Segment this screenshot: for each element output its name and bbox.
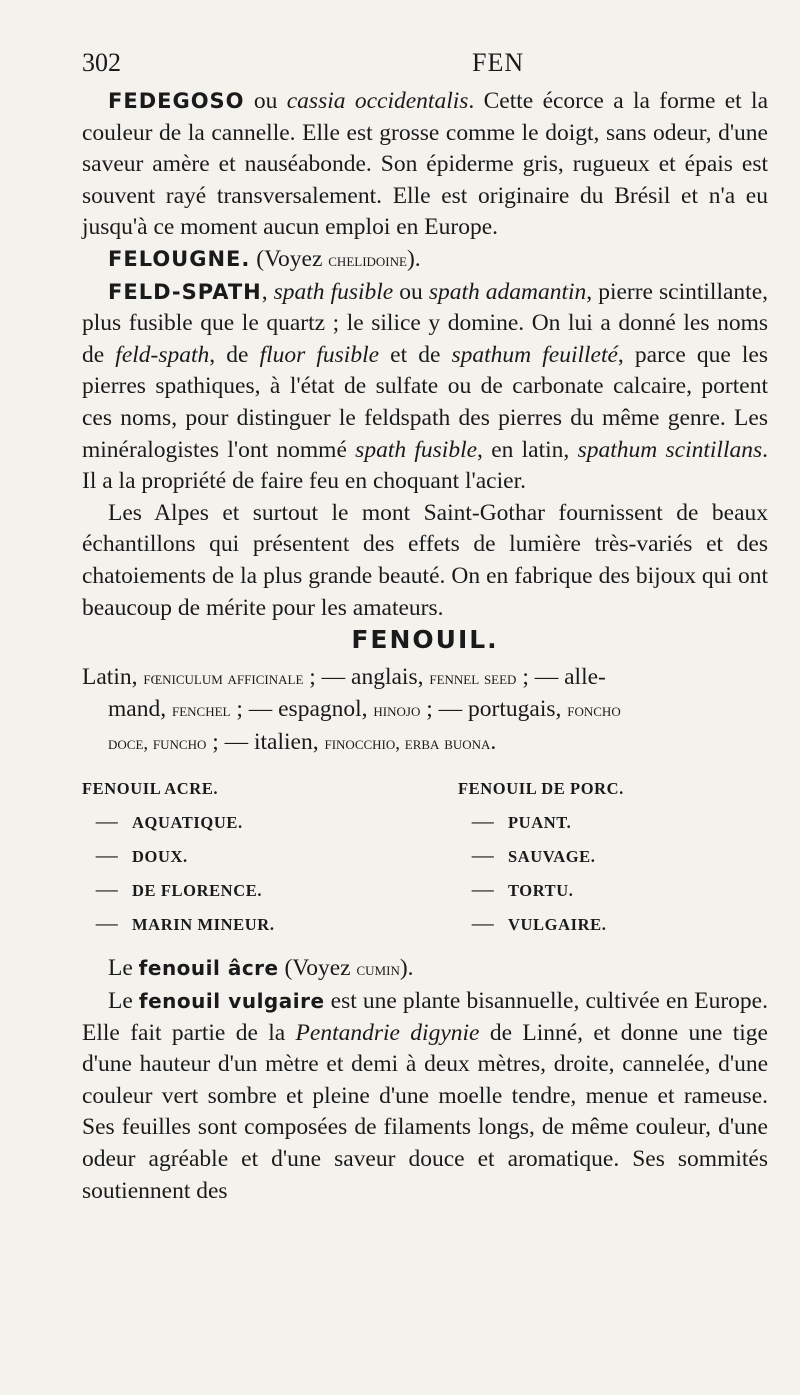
variety-name: DE FLORENCE. bbox=[132, 881, 263, 901]
italic-text: feld-spath bbox=[115, 341, 210, 368]
entry-text: Latin, bbox=[82, 663, 144, 690]
cross-reference: cumin bbox=[356, 959, 400, 981]
language-names bbox=[82, 662, 768, 760]
entry-text: , pierre scintillante, plus fusible que le quartz ; le silice y domine. On lui a donné les noms de bbox=[82, 278, 769, 368]
variety-name: FENOUIL ACRE. bbox=[82, 779, 219, 799]
italic-text: Pentandrie digynie bbox=[295, 1019, 480, 1046]
italic-text: spath adamantin bbox=[428, 278, 587, 305]
entry-fenouil-vulgaire bbox=[82, 986, 768, 1207]
ditto-dash: — bbox=[95, 876, 119, 902]
page-body bbox=[82, 86, 768, 1207]
language-line bbox=[82, 662, 768, 695]
cross-reference: chelidoine bbox=[328, 249, 407, 271]
entry-text: Le bbox=[108, 955, 139, 982]
entry-fenouil-acre bbox=[82, 953, 768, 986]
ditto-dash: — bbox=[471, 876, 495, 902]
entry-text: (Voyez bbox=[278, 955, 357, 982]
variety-row bbox=[82, 873, 768, 907]
headword-felougne: FELOUGNE. bbox=[108, 246, 251, 271]
section-heading-fenouil: FENOUIL. bbox=[351, 625, 499, 655]
entry-text: , parce que les pierres spathiques, à l'état de sulfate ou de carbonate calcaire, portent ces noms, pour distinguer le feldspath des pierres du même genre. Les minéralogistes l'ont nommé bbox=[82, 341, 769, 463]
variety-item bbox=[82, 839, 458, 873]
small-caps-text: doce, funcho bbox=[108, 732, 207, 754]
ditto-dash: — bbox=[471, 842, 495, 868]
entry-text: est une plante bisannuelle, cultivée en Europe. Elle fait partie de la bbox=[82, 988, 768, 1046]
entry-text: de Linné, et donne une tige d'une hauteur d'un mètre et demi à deux mètres, droite, cannelée, d'une couleur vert sombre et pleine d'une moelle tendre, menue et rameuse. Ses feuilles sont composées de filaments longs, de même couleur, d'une odeur agréable et d'une saveur douce et aromatique. Ses sommités soutiennent des bbox=[82, 1019, 768, 1204]
bold-term: fenouil vulgaire bbox=[138, 989, 325, 1014]
entry-felougne bbox=[82, 244, 768, 277]
variety-name: SAUVAGE. bbox=[508, 847, 596, 867]
variety-name: DOUX. bbox=[132, 847, 188, 867]
headword-fedegoso: FEDEGOSO bbox=[108, 89, 245, 113]
entry-text: . Cette écorce a la forme et la couleur de la cannelle. Elle est grosse comme le doigt, sans odeur, d'une saveur amère et nauséabonde. Son épiderme gris, rugueux et épais est souvent rayé transversalement. Elle est originaire du Brésil et n'a eu jusqu'à ce moment aucun emploi en Europe. bbox=[82, 88, 769, 241]
entry-text: , bbox=[261, 278, 274, 305]
variety-name: PUANT. bbox=[508, 813, 572, 833]
ditto-dash: — bbox=[95, 842, 119, 868]
variety-item bbox=[458, 839, 595, 873]
ditto-dash: — bbox=[95, 808, 119, 834]
variety-name: VULGAIRE. bbox=[508, 915, 607, 935]
variety-item bbox=[82, 805, 458, 839]
small-caps-text: fenchel bbox=[171, 700, 231, 722]
entry-italic: cassia occidentalis bbox=[286, 88, 469, 114]
italic-text: fluor fusible bbox=[259, 341, 380, 368]
variety-row bbox=[82, 907, 768, 941]
entry-text: ou bbox=[244, 88, 287, 114]
variety-item bbox=[82, 773, 458, 805]
entry-text: , de bbox=[209, 341, 260, 368]
entry-text: ou bbox=[393, 278, 429, 305]
variety-item bbox=[82, 873, 458, 907]
varieties-list bbox=[82, 773, 768, 941]
variety-row bbox=[82, 773, 768, 805]
small-caps-text: fennel seed bbox=[429, 667, 517, 689]
entry-fedegoso bbox=[82, 86, 768, 244]
entry-text: mand, bbox=[108, 696, 172, 723]
variety-item bbox=[82, 907, 458, 941]
entry-text: Le bbox=[108, 988, 139, 1015]
entry-text: ; — portugais, bbox=[420, 696, 568, 723]
entry-text: ). bbox=[406, 245, 421, 272]
page-header bbox=[82, 48, 760, 84]
small-caps-text: hinojo bbox=[373, 700, 421, 722]
small-caps-text: foncho bbox=[567, 700, 621, 722]
entry-feldspath bbox=[82, 277, 768, 498]
variety-name: TORTU. bbox=[508, 881, 574, 901]
headword-feldspath: FELD-SPATH bbox=[108, 279, 262, 304]
italic-text: spathum scintillans bbox=[577, 436, 763, 463]
term-fenouil-acre: fenouil âcre bbox=[138, 956, 279, 981]
entry-text: ; — anglais, bbox=[303, 663, 430, 690]
entry-text: . Il a la propriété de faire feu en choquant l'acier. bbox=[82, 436, 768, 495]
variety-name: FENOUIL DE PORC. bbox=[458, 779, 624, 799]
italic-text: spath fusible bbox=[273, 278, 394, 305]
small-caps-text: finocchio, erba buona bbox=[324, 732, 491, 754]
language-line bbox=[82, 694, 768, 727]
small-caps-text: fœniculum afficinale bbox=[143, 667, 304, 689]
variety-row bbox=[82, 805, 768, 839]
entry-text: . bbox=[490, 728, 497, 755]
page-number: 302 bbox=[82, 48, 121, 77]
entry-text: et de bbox=[379, 341, 452, 368]
entry-text: ; — italien, bbox=[206, 728, 325, 755]
ditto-dash: — bbox=[95, 910, 119, 936]
language-line bbox=[82, 727, 768, 760]
entry-text: ; — alle- bbox=[516, 663, 606, 690]
variety-item bbox=[458, 873, 574, 907]
italic-text: spath fusible bbox=[355, 436, 478, 463]
entry-text: (Voyez bbox=[250, 245, 329, 272]
variety-item bbox=[458, 773, 624, 805]
variety-name: MARIN MINEUR. bbox=[132, 915, 275, 935]
entry-feldspath-para2: Les Alpes et surtout le mont Saint-Gothar fournissent de beaux échantillons qui présentent des effets de lumière très-variés et des chatoiements de la plus grande beauté. On en fabrique des bijoux qui ont beaucoup de mérite pour les amateurs. bbox=[82, 499, 768, 621]
entry-text: ). bbox=[399, 955, 414, 982]
variety-name: AQUATIQUE. bbox=[132, 813, 243, 833]
running-head: FEN bbox=[472, 48, 525, 77]
variety-item bbox=[458, 907, 606, 941]
variety-item bbox=[458, 805, 571, 839]
entry-feldspath-body bbox=[82, 279, 768, 495]
italic-text: spathum feuilleté bbox=[451, 341, 618, 368]
entry-text: , en latin, bbox=[477, 436, 578, 463]
variety-row bbox=[82, 839, 768, 873]
ditto-dash: — bbox=[471, 910, 495, 936]
entry-text: ; — espagnol, bbox=[230, 696, 374, 723]
ditto-dash: — bbox=[471, 808, 495, 834]
